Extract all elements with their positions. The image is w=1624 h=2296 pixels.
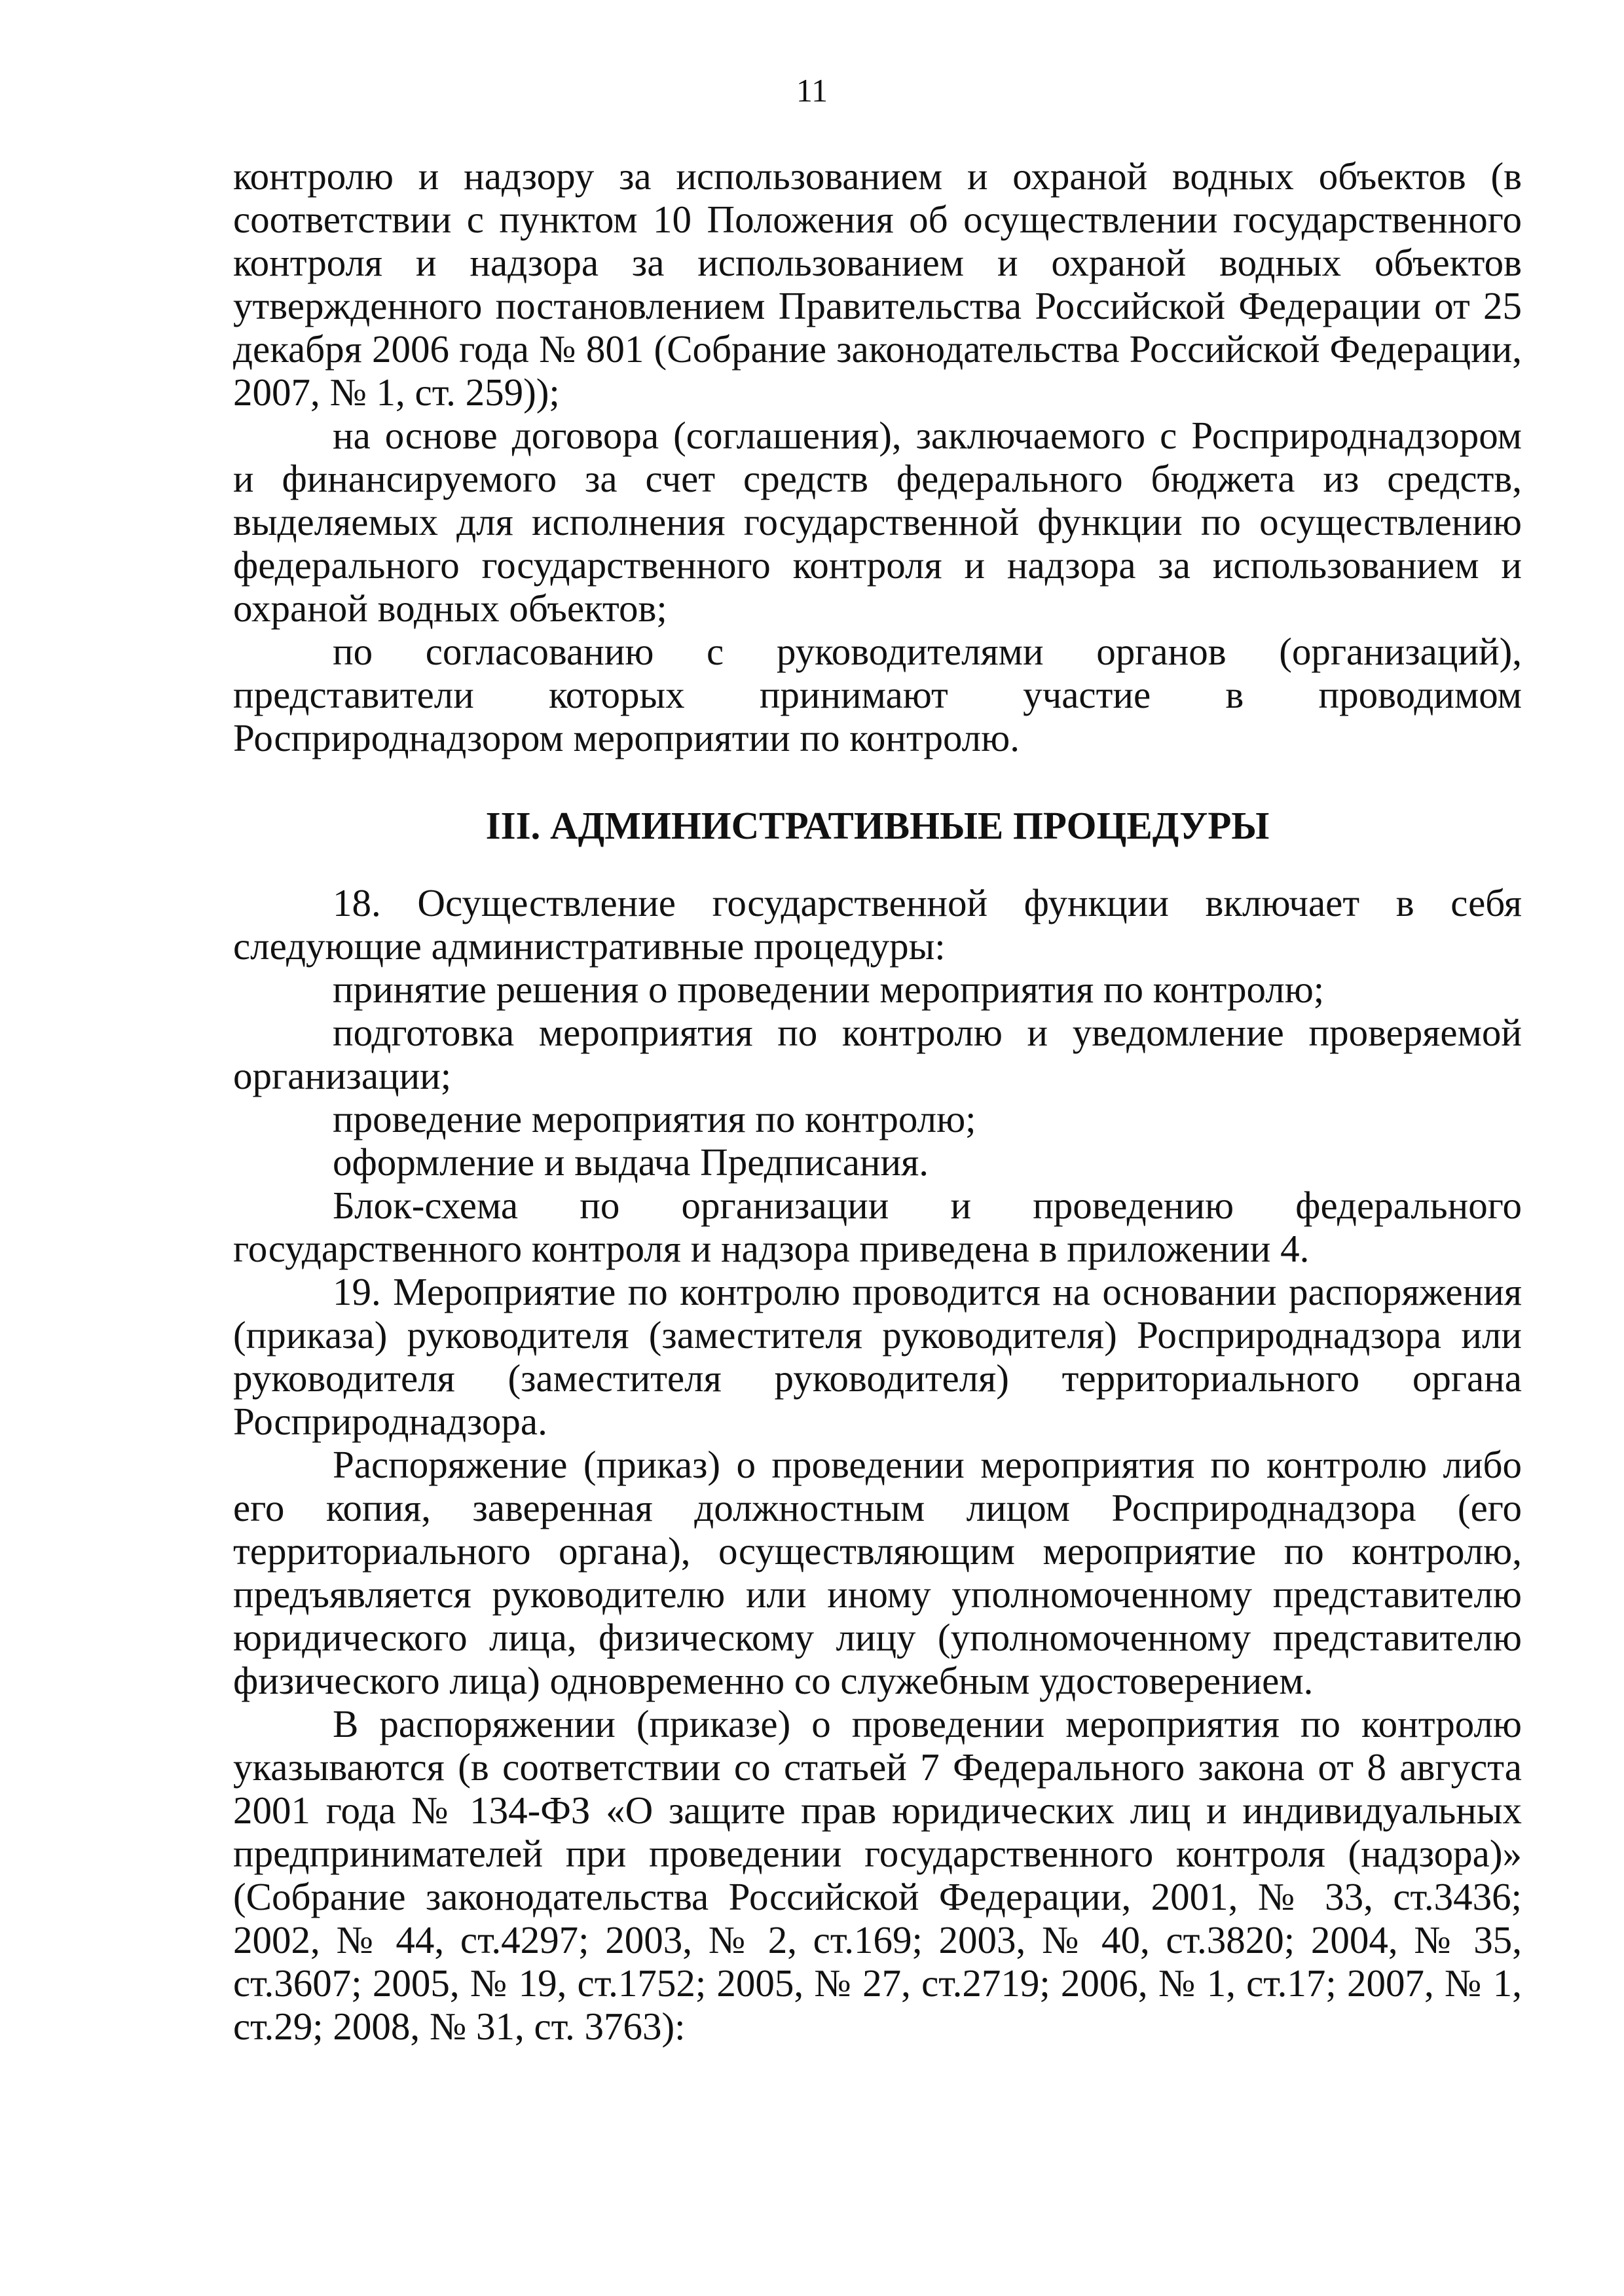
paragraph-agreement-basis: по согласованию с руководителями органов (организаций), представители которых принимают участие в проводимом Росприроднадзором мероприятии по контролю. bbox=[233, 630, 1522, 759]
procedure-preparation: подготовка мероприятия по контролю и уведомление проверяемой организации; bbox=[233, 1011, 1522, 1097]
procedure-prescription: оформление и выдача Предписания. bbox=[333, 1140, 929, 1184]
section-heading: III. АДМИНИСТРАТИВНЫЕ ПРОЦЕДУРЫ bbox=[485, 804, 1270, 847]
paragraph-order-contents: В распоряжении (приказе) о проведении мероприятия по контролю указываются (в соответствии со статьей 7 Федерального закона от 8 августа 2001 года № 134-ФЗ «О защите прав юридических лиц и индивидуальных предпринимателей при проведении государственного контроля (надзора)» (Собрание законодательства Российской Федерации, 2001, № 33, ст.3436; 2002, № 44, ст.4297; 2003, № 2, ст.169; 2003, № 40, ст.3820; 2004, № 35, ст.3607; 2005, № 19, ст.1752; 2005, № 27, ст.2719; 2006, № 1, ст.17; 2007, № 1, ст.29; 2008, № 31, ст. 3763): bbox=[233, 1702, 1522, 2048]
document-body bbox=[233, 155, 1522, 2048]
paragraph-item-19: 19. Мероприятие по контролю проводится на основании распоряжения (приказа) руководителя (заместителя руководителя) Росприроднадзора или руководителя (заместителя руководителя) территориального органа Росприроднадзора. bbox=[233, 1270, 1522, 1443]
procedure-decision: принятие решения о проведении мероприятия по контролю; bbox=[333, 968, 1325, 1011]
page-number: 11 bbox=[796, 72, 828, 109]
paragraph-item-18: 18. Осуществление государственной функции включает в себя следующие административные процедуры: bbox=[233, 881, 1522, 968]
paragraph-order-presentation: Распоряжение (приказ) о проведении мероприятия по контролю либо его копия, заверенная должностным лицом Росприроднадзора (его территориального органа), осуществляющим мероприятие по контролю, предъявляется руководителю или иному уполномоченному представителю юридического лица, физическому лицу (уполномоченному представителю физического лица) одновременно со служебным удостоверением. bbox=[233, 1443, 1522, 1702]
paragraph-block-scheme: Блок-схема по организации и проведению федерального государственного контроля и надзора приведена в приложении 4. bbox=[233, 1184, 1522, 1270]
procedure-conduct: проведение мероприятия по контролю; bbox=[333, 1097, 976, 1140]
paragraph-contract-basis: на основе договора (соглашения), заключаемого с Росприроднадзором и финансируемого за счет средств федерального бюджета из средств, выделяемых для исполнения государственной функции по осуществлению федерального государственного контроля и надзора за использованием и охраной водных объектов; bbox=[233, 414, 1522, 630]
paragraph-continuation: контролю и надзору за использованием и охраной водных объектов (в соответствии с пунктом 10 Положения об осуществлении государственного контроля и надзора за использованием и охраной водных объектов утвержденного постановлением Правительства Российской Федерации от 25 декабря 2006 года № 801 (Собрание законодательства Российской Федерации, 2007, № 1, ст. 259)); bbox=[233, 155, 1522, 414]
